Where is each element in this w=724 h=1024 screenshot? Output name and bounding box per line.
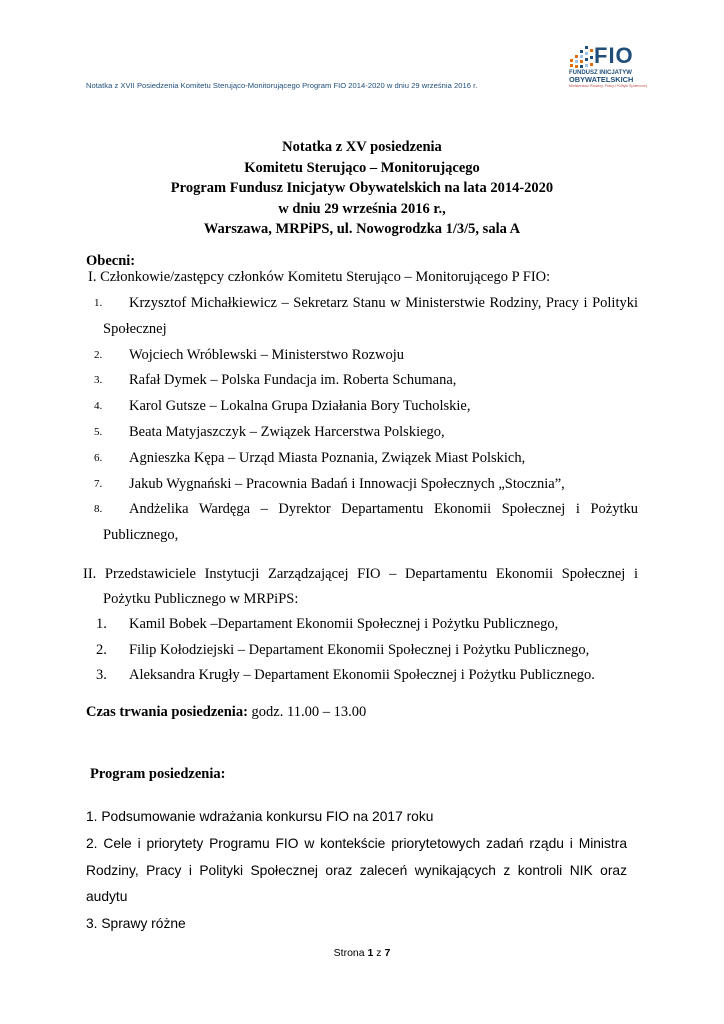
list-number: 1.: [94, 297, 103, 309]
attendance-label: Obecni:: [86, 253, 136, 269]
fio-logo: [566, 44, 656, 92]
duration-value: godz. 11.00 – 13.00: [247, 704, 367, 720]
members-list: [86, 291, 638, 549]
logo-tagline: Ministerstwo Rodziny, Pracy i Polityki Społecznej: [569, 84, 647, 88]
section-2-heading-line-1: II. Przedstawiciele Instytucji Zarządzającej FIO – Departamentu Ekonomii Społecznej i: [83, 566, 638, 582]
list-number: 2.: [94, 348, 103, 361]
list-text: Aleksandra Krugły – Departament Ekonomii Społecznej i Pożytku Publicznego.: [129, 667, 595, 683]
list-text: Wojciech Wróblewski – Ministerstwo Rozwoju: [129, 346, 405, 363]
program-item-2-line-1: 2. Cele i priorytety Programu FIO w kontekście priorytetowych zadań rządu i Ministra: [86, 835, 627, 851]
section-2-heading: [83, 562, 638, 611]
list-number: 1.: [96, 616, 107, 632]
list-number: 2.: [96, 641, 107, 658]
logo-line2: OBYWATELSKICH: [569, 75, 634, 84]
page-number: 1: [367, 947, 374, 959]
list-item: [86, 612, 638, 638]
logo-bars-icon: [568, 45, 596, 69]
title-line-5: Warszawa, MRPiPS, ul. Nowogrodzka 1/3/5, sala A: [203, 221, 521, 238]
section-2-heading-line-2: Pożytku Publicznego w MRPiPS:: [103, 590, 299, 607]
program-item-3: 3. Sprawy różne: [86, 916, 186, 932]
running-header: Notatka z XVII Posiedzenia Komitetu Sterująco-Monitorującego Program FIO 2014-2020 w dniu 29 września 2016 r.: [86, 81, 478, 90]
list-item: [86, 420, 638, 446]
list-item: [86, 497, 638, 549]
list-item: [86, 472, 638, 498]
list-text-continued: Społecznej: [103, 320, 167, 337]
program-item-2-line-3: audytu: [86, 889, 128, 905]
meeting-duration: [86, 704, 366, 721]
section-1-heading: I. Członkowie/zastępcy członków Komitetu Sterująco – Monitorującego P FIO:: [88, 269, 551, 285]
list-number: 3.: [96, 667, 107, 683]
list-text: Beata Matyjaszczyk – Związek Harcerstwa Polskiego,: [129, 423, 445, 440]
page-prefix: Strona: [333, 947, 368, 959]
list-number: 3.: [94, 374, 103, 387]
list-text: Krzysztof Michałkiewicz – Sekretarz Stanu w Ministerstwie Rodziny, Pracy i Polityki: [129, 295, 638, 311]
list-text: Jakub Wygnański – Pracownia Badań i Innowacji Społecznych „Stocznia”,: [129, 475, 565, 492]
list-item: [86, 394, 638, 420]
list-item: [86, 291, 638, 343]
logo-name: FIO: [594, 43, 634, 68]
program-item-1: 1. Podsumowanie wdrażania konkursu FIO na 2017 roku: [86, 809, 434, 824]
list-text-continued: Publicznego,: [103, 527, 179, 544]
list-item: [86, 446, 638, 472]
list-number: 5.: [94, 425, 103, 438]
program-label: Program posiedzenia:: [90, 766, 226, 782]
duration-label: Czas trwania posiedzenia:: [86, 704, 248, 720]
list-number: 7.: [94, 477, 103, 490]
list-number: 6.: [94, 451, 103, 464]
list-item: [86, 343, 638, 369]
title-line-4: w dniu 29 września 2016 r.,: [278, 200, 446, 217]
list-text: Kamil Bobek –Departament Ekonomii Społecznej i Pożytku Publicznego,: [129, 616, 559, 632]
page-separator: z: [373, 947, 385, 959]
list-text: Agnieszka Kępa – Urząd Miasta Poznania, Związek Miast Polskich,: [129, 449, 526, 466]
title-line-1: Notatka z XV posiedzenia: [282, 139, 442, 155]
title-line-2: Komitetu Sterująco – Monitorującego: [244, 159, 480, 176]
logo-line1: FUNDUSZ INICJATYW: [569, 70, 632, 76]
page-total: 7: [384, 947, 391, 959]
list-item: [86, 368, 638, 394]
list-item: [86, 638, 638, 664]
title-line-3: Program Fundusz Inicjatyw Obywatelskich na lata 2014-2020: [170, 180, 554, 197]
list-text: Filip Kołodziejski – Departament Ekonomii Społecznej i Pożytku Publicznego,: [129, 641, 590, 658]
institution-members-list: [86, 612, 638, 689]
list-text: Rafał Dymek – Polska Fundacja im. Roberta Schumana,: [129, 372, 457, 389]
list-number: 8.: [94, 503, 103, 516]
program-list: [86, 804, 627, 938]
list-text: Andżelika Wardęga – Dyrektor Departamentu Ekonomii Społecznej i Pożytku: [129, 501, 638, 518]
list-item: [86, 663, 638, 689]
list-text: Karol Gutsze – Lokalna Grupa Działania Bory Tucholskie,: [129, 398, 471, 415]
program-item-2-line-2: Rodziny, Pracy i Polityki Społecznej oraz zaleceń wynikających z kontroli NIK oraz: [86, 862, 627, 878]
page-footer: [0, 947, 724, 959]
document-title: [0, 137, 724, 240]
list-number: 4.: [94, 400, 103, 413]
